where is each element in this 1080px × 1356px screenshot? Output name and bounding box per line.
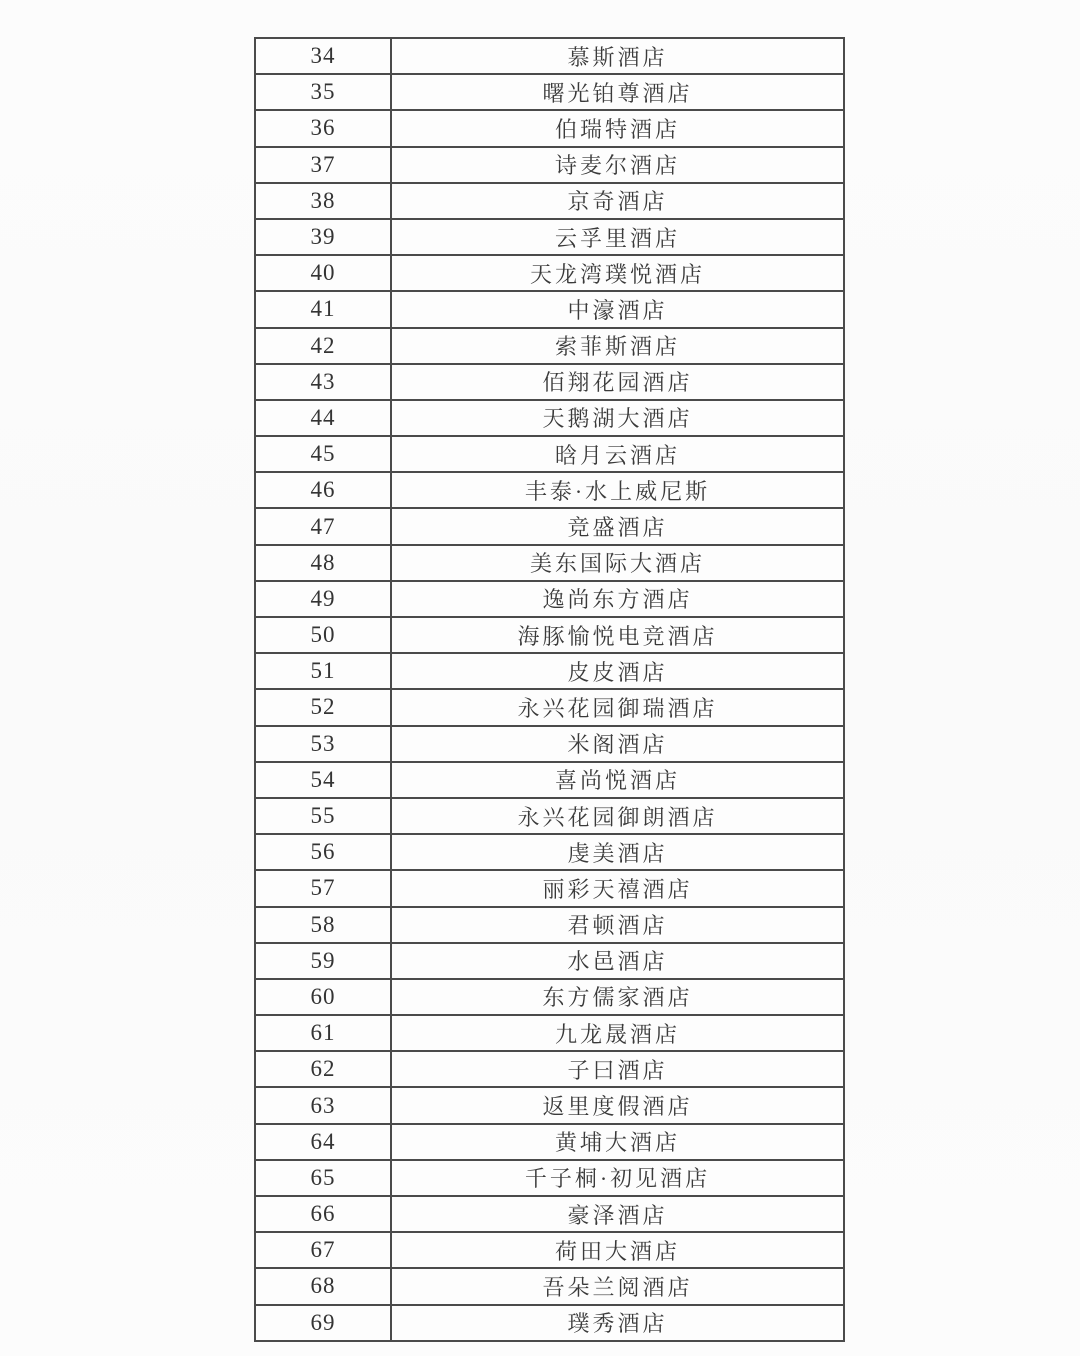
row-number-cell: 42 xyxy=(255,328,391,364)
row-number-cell: 68 xyxy=(255,1268,391,1304)
hotel-name-cell: 永兴花园御朗酒店 xyxy=(391,798,844,834)
row-number-cell: 63 xyxy=(255,1087,391,1123)
table-row xyxy=(255,400,844,436)
hotel-name-cell: 竞盛酒店 xyxy=(391,508,844,544)
row-number-cell: 35 xyxy=(255,74,391,110)
row-number-cell: 69 xyxy=(255,1305,391,1341)
row-number-cell: 41 xyxy=(255,291,391,327)
hotel-name-cell: 子曰酒店 xyxy=(391,1051,844,1087)
row-number-cell: 67 xyxy=(255,1232,391,1268)
row-number-cell: 43 xyxy=(255,364,391,400)
hotel-name-cell: 逸尚东方酒店 xyxy=(391,581,844,617)
hotel-name-cell: 曙光铂尊酒店 xyxy=(391,74,844,110)
row-number-cell: 40 xyxy=(255,255,391,291)
table-row xyxy=(255,581,844,617)
row-number-cell: 39 xyxy=(255,219,391,255)
table-row xyxy=(255,1160,844,1196)
table-row xyxy=(255,979,844,1015)
hotel-name-cell: 九龙晟酒店 xyxy=(391,1015,844,1051)
table-row xyxy=(255,1015,844,1051)
hotel-name-cell: 米阁酒店 xyxy=(391,726,844,762)
table-row xyxy=(255,653,844,689)
hotel-name-cell: 晗月云酒店 xyxy=(391,436,844,472)
row-number-cell: 54 xyxy=(255,762,391,798)
row-number-cell: 46 xyxy=(255,472,391,508)
table-row xyxy=(255,147,844,183)
row-number-cell: 51 xyxy=(255,653,391,689)
hotel-name-cell: 东方儒家酒店 xyxy=(391,979,844,1015)
hotel-name-cell: 君顿酒店 xyxy=(391,907,844,943)
row-number-cell: 37 xyxy=(255,147,391,183)
table-row xyxy=(255,798,844,834)
row-number-cell: 36 xyxy=(255,110,391,146)
table-row xyxy=(255,183,844,219)
table-row xyxy=(255,907,844,943)
hotel-name-cell: 永兴花园御瑞酒店 xyxy=(391,689,844,725)
hotel-name-cell: 千子桐·初见酒店 xyxy=(391,1160,844,1196)
hotel-name-cell: 佰翔花园酒店 xyxy=(391,364,844,400)
table-row xyxy=(255,291,844,327)
row-number-cell: 58 xyxy=(255,907,391,943)
hotel-name-cell: 黄埔大酒店 xyxy=(391,1124,844,1160)
row-number-cell: 52 xyxy=(255,689,391,725)
row-number-cell: 59 xyxy=(255,943,391,979)
row-number-cell: 50 xyxy=(255,617,391,653)
table-row xyxy=(255,1268,844,1304)
hotel-name-cell: 吾朵兰阅酒店 xyxy=(391,1268,844,1304)
table-row xyxy=(255,219,844,255)
hotel-name-cell: 美东国际大酒店 xyxy=(391,545,844,581)
row-number-cell: 45 xyxy=(255,436,391,472)
hotel-name-cell: 丰泰·水上威尼斯 xyxy=(391,472,844,508)
row-number-cell: 64 xyxy=(255,1124,391,1160)
table-row xyxy=(255,1087,844,1123)
hotel-name-cell: 中濠酒店 xyxy=(391,291,844,327)
table-row xyxy=(255,472,844,508)
table-row xyxy=(255,726,844,762)
hotel-name-cell: 伯瑞特酒店 xyxy=(391,110,844,146)
hotel-name-cell: 海豚愉悦电竞酒店 xyxy=(391,617,844,653)
hotel-name-cell: 慕斯酒店 xyxy=(391,38,844,74)
row-number-cell: 49 xyxy=(255,581,391,617)
hotel-name-cell: 返里度假酒店 xyxy=(391,1087,844,1123)
table-row xyxy=(255,1196,844,1232)
hotel-name-cell: 虔美酒店 xyxy=(391,834,844,870)
hotel-name-cell: 皮皮酒店 xyxy=(391,653,844,689)
table-row xyxy=(255,364,844,400)
hotel-name-cell: 天鹅湖大酒店 xyxy=(391,400,844,436)
hotel-name-cell: 诗麦尔酒店 xyxy=(391,147,844,183)
table-row xyxy=(255,110,844,146)
row-number-cell: 56 xyxy=(255,834,391,870)
table-row xyxy=(255,436,844,472)
row-number-cell: 62 xyxy=(255,1051,391,1087)
hotel-name-cell: 天龙湾璞悦酒店 xyxy=(391,255,844,291)
table-row xyxy=(255,255,844,291)
row-number-cell: 57 xyxy=(255,870,391,906)
hotel-table-body xyxy=(255,38,844,1341)
table-row xyxy=(255,1232,844,1268)
table-row xyxy=(255,1305,844,1341)
row-number-cell: 34 xyxy=(255,38,391,74)
table-row xyxy=(255,38,844,74)
table-row xyxy=(255,328,844,364)
hotel-name-cell: 璞秀酒店 xyxy=(391,1305,844,1341)
table-row xyxy=(255,508,844,544)
hotel-name-cell: 喜尚悦酒店 xyxy=(391,762,844,798)
row-number-cell: 44 xyxy=(255,400,391,436)
row-number-cell: 47 xyxy=(255,508,391,544)
table-row xyxy=(255,1051,844,1087)
row-number-cell: 61 xyxy=(255,1015,391,1051)
table-row xyxy=(255,834,844,870)
table-row xyxy=(255,943,844,979)
table-row xyxy=(255,617,844,653)
table-row xyxy=(255,1124,844,1160)
table-row xyxy=(255,545,844,581)
hotel-name-cell: 水邑酒店 xyxy=(391,943,844,979)
hotel-name-cell: 荷田大酒店 xyxy=(391,1232,844,1268)
row-number-cell: 65 xyxy=(255,1160,391,1196)
row-number-cell: 53 xyxy=(255,726,391,762)
table-row xyxy=(255,762,844,798)
table-row xyxy=(255,870,844,906)
hotel-name-cell: 京奇酒店 xyxy=(391,183,844,219)
row-number-cell: 66 xyxy=(255,1196,391,1232)
table-row xyxy=(255,689,844,725)
hotel-name-cell: 丽彩天禧酒店 xyxy=(391,870,844,906)
row-number-cell: 60 xyxy=(255,979,391,1015)
hotel-list-table xyxy=(254,37,845,1342)
row-number-cell: 48 xyxy=(255,545,391,581)
hotel-name-cell: 豪泽酒店 xyxy=(391,1196,844,1232)
hotel-name-cell: 索菲斯酒店 xyxy=(391,328,844,364)
row-number-cell: 38 xyxy=(255,183,391,219)
row-number-cell: 55 xyxy=(255,798,391,834)
hotel-name-cell: 云孚里酒店 xyxy=(391,219,844,255)
table-row xyxy=(255,74,844,110)
